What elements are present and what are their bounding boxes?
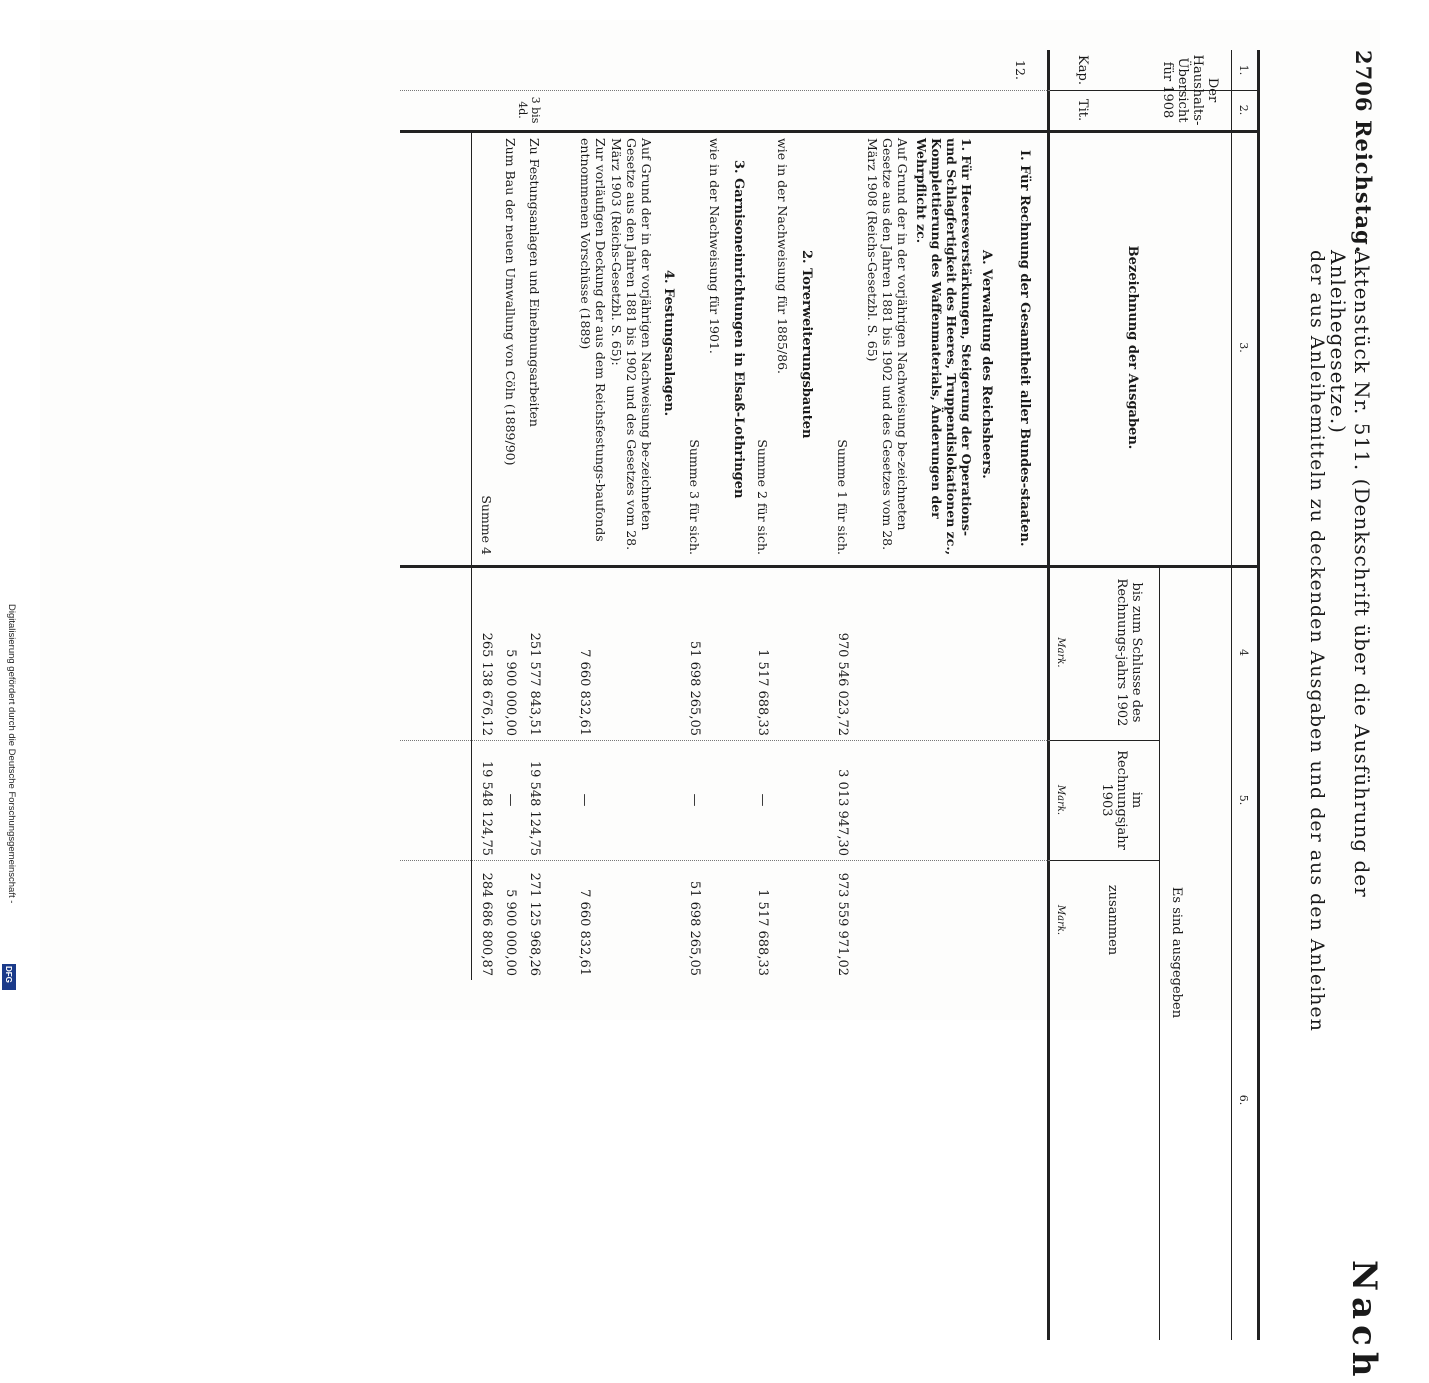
item1-v6: 973 559 971,02 [835,872,850,976]
item4-sum-v4: 265 138 676,12 [479,632,494,736]
col5-header: im Rechnungsjahr 1903 [1099,750,1144,850]
colnum-3: 3. [1237,342,1250,353]
item1-heading: 1. Für Heeresverstärkungen, Steigerung der Operations- und Schlagfertigkeit des Heeres, Truppendislokationen zc., Komplettierung des Waffenmaterials, Änderungen der Wehrpflicht zc. [914,138,974,556]
digitization-credit: Digitalisierung gefördert durch die Deutsche Forschungsgemeinschaft - [6,604,17,904]
group-rule [1159,565,1160,1340]
item2-v6: 1 517 688,33 [755,889,770,976]
colnum-4: 4 [1237,649,1250,656]
col12-header: Der Haushalts-Übersicht für 1908 [1160,54,1220,126]
item3-sum: Summe 3 für sich. [687,439,702,555]
col-dotted-5 [400,860,1050,861]
col4-header: bis zum Schlusse des Rechnungs-jahrs 1902 [1114,578,1144,727]
header-reichstag: Reichstag. [1351,120,1376,254]
section-I: I. Für Rechnung der Gesamtheit aller Bundes-staaten. [1017,150,1032,547]
item4-text4-v5: — [503,793,518,807]
rotated-document-page [40,20,1384,1383]
dfg-logo: DFG [2,964,16,990]
item1-v4: 970 546 023,72 [835,632,850,736]
item4-text4-v6: 5 900 000,00 [503,889,518,976]
item4-text3-v5: 19 548 124,75 [527,760,542,856]
col-rule-4 [1050,740,1160,741]
item4-text4: Zum Bau der neuen Umwallung von Cöln (1889/90) [503,138,518,466]
item4-text3-v4: 251 577 843,51 [527,632,542,736]
item1-sum: Summe 1 für sich. [835,439,850,555]
colnum-5: 5. [1237,794,1250,806]
col4-unit: Mark. [1055,637,1066,668]
group-header: Es sind ausgegeben [1169,886,1184,1019]
kap-value: 12. [1013,60,1028,80]
item1-v5: 3 013 947,30 [835,769,850,856]
colnum-rule [1231,50,1232,1340]
item3-v4: 51 698 265,05 [687,640,702,736]
col-dotted-4 [400,740,1050,741]
item2-v5: — [755,793,770,807]
tit-value: 3 bis 4d. [516,96,542,124]
item4-heading: 4. Festungsanlagen. [661,270,676,417]
item3-v6: 51 698 265,05 [687,880,702,976]
item4-text1: Auf Grund der in der vorjährigen Nachweisung be-zeichneten Gesetze aus den Jahren 1881 bis 1902 und des Gesetzes vom 28. März 1903 (Reichs-Gesetzbl. S. 65): [609,138,654,551]
item4-sum-v6: 284 686 800,87 [479,872,494,976]
col6-unit: Mark. [1055,904,1066,936]
item4-text4-v4: 5 900 000,00 [503,649,518,736]
item2-v4: 1 517 688,33 [755,649,770,736]
item3-text: wie in der Nachweisung für 1901. [707,138,722,354]
item4-text2: Zur vorläufigen Deckung der aus dem Reichsfestungs-baufonds entnommenen Vorschüsse (1889) [578,138,608,542]
col3-header: Bezeichnung der Ausgaben. [1125,245,1140,450]
section-A: A. Verwaltung des Reichsheers. [979,250,994,479]
item4-sum: Summe 4 [479,495,494,555]
col5-unit: Mark. [1055,784,1066,816]
item4-text3: Zu Festungsanlagen und Einebnungsarbeiten [527,138,542,427]
item4-text2-v5: — [577,793,592,807]
item3-v5: — [687,793,702,807]
header-title: Aktenstück Nr. 511. (Denkschrift über die Ausführung der Anleihegesetze.) [1326,250,1374,898]
header-big-word: Nach [1344,1260,1384,1383]
tit-header: Tit. [1075,98,1090,122]
col-dotted-1 [400,90,1050,91]
col6-header: zusammen [1105,884,1120,956]
colnum-2: 2. [1237,104,1250,116]
item4-text2-v6: 7 660 832,61 [577,889,592,976]
header-bottom-rule [1047,50,1050,1340]
item4-text3-v6: 271 125 968,26 [527,872,542,976]
item3-heading: 3. Garnisoneinrichtungen in Elsaß-Lothringen [731,160,746,499]
table-top-rule [1257,50,1260,1340]
header-subtitle: der aus Anleihemitteln zu deckenden Ausgaben und der aus den Anleihen [1306,250,1328,1032]
colnum-1: 1. [1237,64,1250,76]
page-number: 2706 [1351,50,1376,113]
item2-heading: 2. Torerweiterungsbauten [799,250,814,439]
item2-sum: Summe 2 für sich. [755,439,770,555]
bottom-sum-rule [471,130,472,980]
kap-header: Kap. [1075,55,1090,85]
item4-sum-v5: 19 548 124,75 [479,760,494,856]
colnum-6: 6. [1237,1094,1250,1106]
item4-text2-v4: 7 660 832,61 [577,649,592,736]
item1-text: Auf Grund der in der vorjährigen Nachweisung be-zeichneten Gesetze aus den Jahren 1881 bis 1902 und des Gesetzes vom 28. März 1908 (Reichs-Gesetzbl. S. 65) [865,138,910,551]
item2-text: wie in der Nachweisung für 1885/86. [775,138,790,374]
